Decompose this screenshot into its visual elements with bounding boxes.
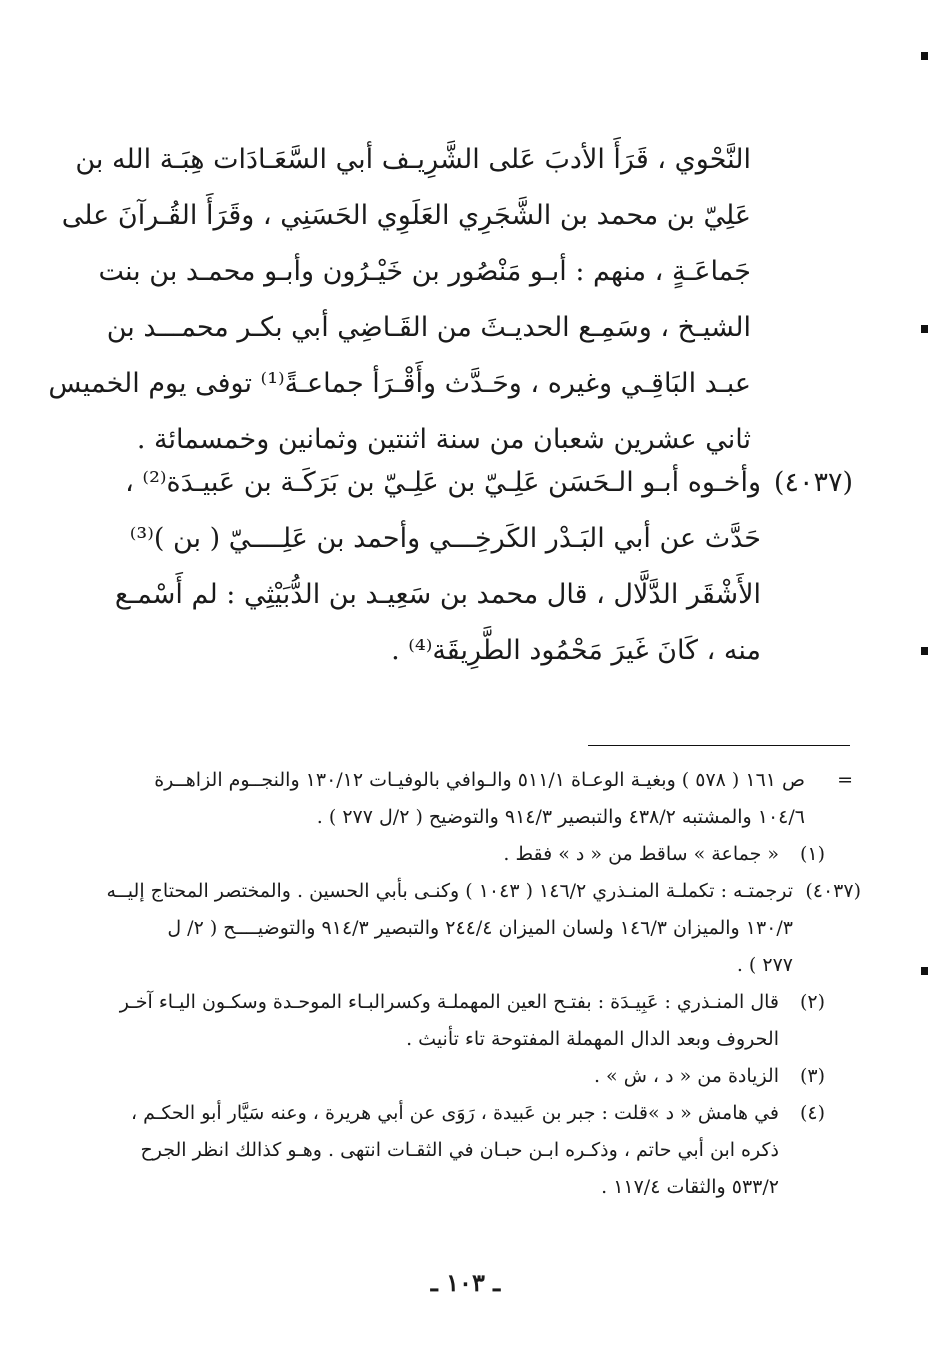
text-line: ثاني عشرين شعبان من سنة اثنتين وثمانين وخمسمائة . [136, 424, 751, 455]
footnote [108, 762, 853, 836]
main-text [48, 132, 751, 468]
footnote [108, 984, 853, 1058]
text-line: الشيـخ ، وسَمِـع الحديـثَ من القَـاضِي أبي بكـر محمـــد بن [106, 312, 751, 343]
footnote-line: قال المنـذري : عَبِيـدَة : بفتـح العين المهملـة وكسرالبـاء الموحـدة وسكـون اليـاء آخـر [119, 991, 779, 1013]
footnote-label: (٤٠٣٧) [805, 880, 861, 902]
footnote-line: ص ١٦١ ( ٥٧٨ ) وبغيـة الوعـاة ٥١١/١ والـوافي بالوفيـات ١٣٠/١٢ والنجــوم الزاهــرة [154, 769, 805, 791]
footnote-line: ١٠٤/٦ والمشتبه ٤٣٨/٢ والتبصير ٩١٤/٣ والتوضيح ( ٢/ل ٢٧٧ ) . [316, 806, 805, 828]
margin-mark [921, 52, 928, 60]
text-line: وأخـوه أبـو الـحَسَن عَلِـيّ بن عَلِـيّ بن بَرَكَـة بن عَبيـدَة⁽²⁾ ، [125, 467, 761, 498]
text-line: عَلِيّ بن محمد بن الشَّجَرِي العَلَوِي الحَسَنِي ، وقَرَأَ القُـرآنَ على [61, 200, 751, 231]
text-line: جَماعَـةٍ ، منهم : أبـو مَنْصُور بن خَيْـرُون وأبـو محمـد بن بنت [98, 256, 751, 287]
footnote-line: ٢٧٧ ) . [736, 954, 793, 976]
footnotes [106, 762, 861, 1206]
text-line: منه ، كَانَ غَيرَ مَحْمُود الطَّرِيقَة⁽⁴⁾ . [391, 635, 761, 666]
entry-number: (٤٠٣٧) [773, 467, 853, 498]
footnote-line: في هامش « د »قلت : جبر بن عَبيدة ، رَوَى عن أبي هريرة ، وعنه سَيَّار أبو الحكـم ، [131, 1102, 779, 1124]
footnote-line: ترجمتـه : تكملـة المنـذري ١٤٦/٢ ( ١٠٤٣ ) وكنـى بأبي الحسين . والمختصر المحتاج إليــه [106, 880, 793, 902]
footnote-label: (٢) [799, 991, 825, 1013]
footnote-separator [588, 745, 850, 746]
footnote-line: الحروف وبعد الدال المهملة المفتوحة تاء تأنيث . [406, 1028, 779, 1050]
footnote [108, 1095, 853, 1206]
text-line: حَدَّث عن أبي البَـدْر الكَرخِـــي وأحمد بن عَلِــــيّ ( بن )⁽³⁾ [129, 523, 761, 554]
footnote [108, 1058, 853, 1095]
biography-entry [114, 455, 853, 679]
footnote-label: (٤) [799, 1102, 825, 1124]
footnote-line: الزيادة من « د ، ش » . [593, 1065, 779, 1087]
footnote [108, 836, 853, 873]
text-line: النَّحْوي ، قَرَأَ الأدبَ عَلى الشَّرِيـف أبي السَّعَـادَات هِبَـة الله بن [75, 144, 751, 175]
footnote-line: ذكره ابن أبي حاتم ، وذكـره ابـن حبـان في الثقـات انتهى . وهـو كذالك انظر الجرح [140, 1139, 779, 1161]
footnote-label: (٣) [799, 1065, 825, 1087]
page-number: ـ ١٠٣ ـ [430, 1268, 501, 1297]
margin-mark [921, 967, 928, 975]
footnote-line: « جماعة » ساقط من « د » فقط . [503, 843, 779, 865]
margin-mark [921, 325, 928, 333]
text-line: عبـد البَاقِـي وغيره ، وحَـدَّث وأَقْـرَأ جماعـةً⁽¹⁾ توفى يوم الخميس [48, 368, 751, 399]
footnote-line: ٥٣٣/٢ والثقات ١١٧/٤ . [601, 1176, 779, 1198]
footnote-label: (١) [799, 843, 825, 865]
footnote [108, 873, 861, 984]
margin-mark [921, 647, 928, 655]
footnote-label: = [837, 769, 853, 791]
text-line: الأَشْقَر الدَّلَّال ، قال محمد بن سَعِيـد بن الدُّبَيْثِي : لم أَسْمـع [114, 579, 761, 610]
footnote-line: ١٣٠/٣ والميزان ١٤٦/٣ ولسان الميزان ٢٤٤/٤ والتبصير ٩١٤/٣ والتوضيــــح ( ٢/ ل [167, 917, 793, 939]
